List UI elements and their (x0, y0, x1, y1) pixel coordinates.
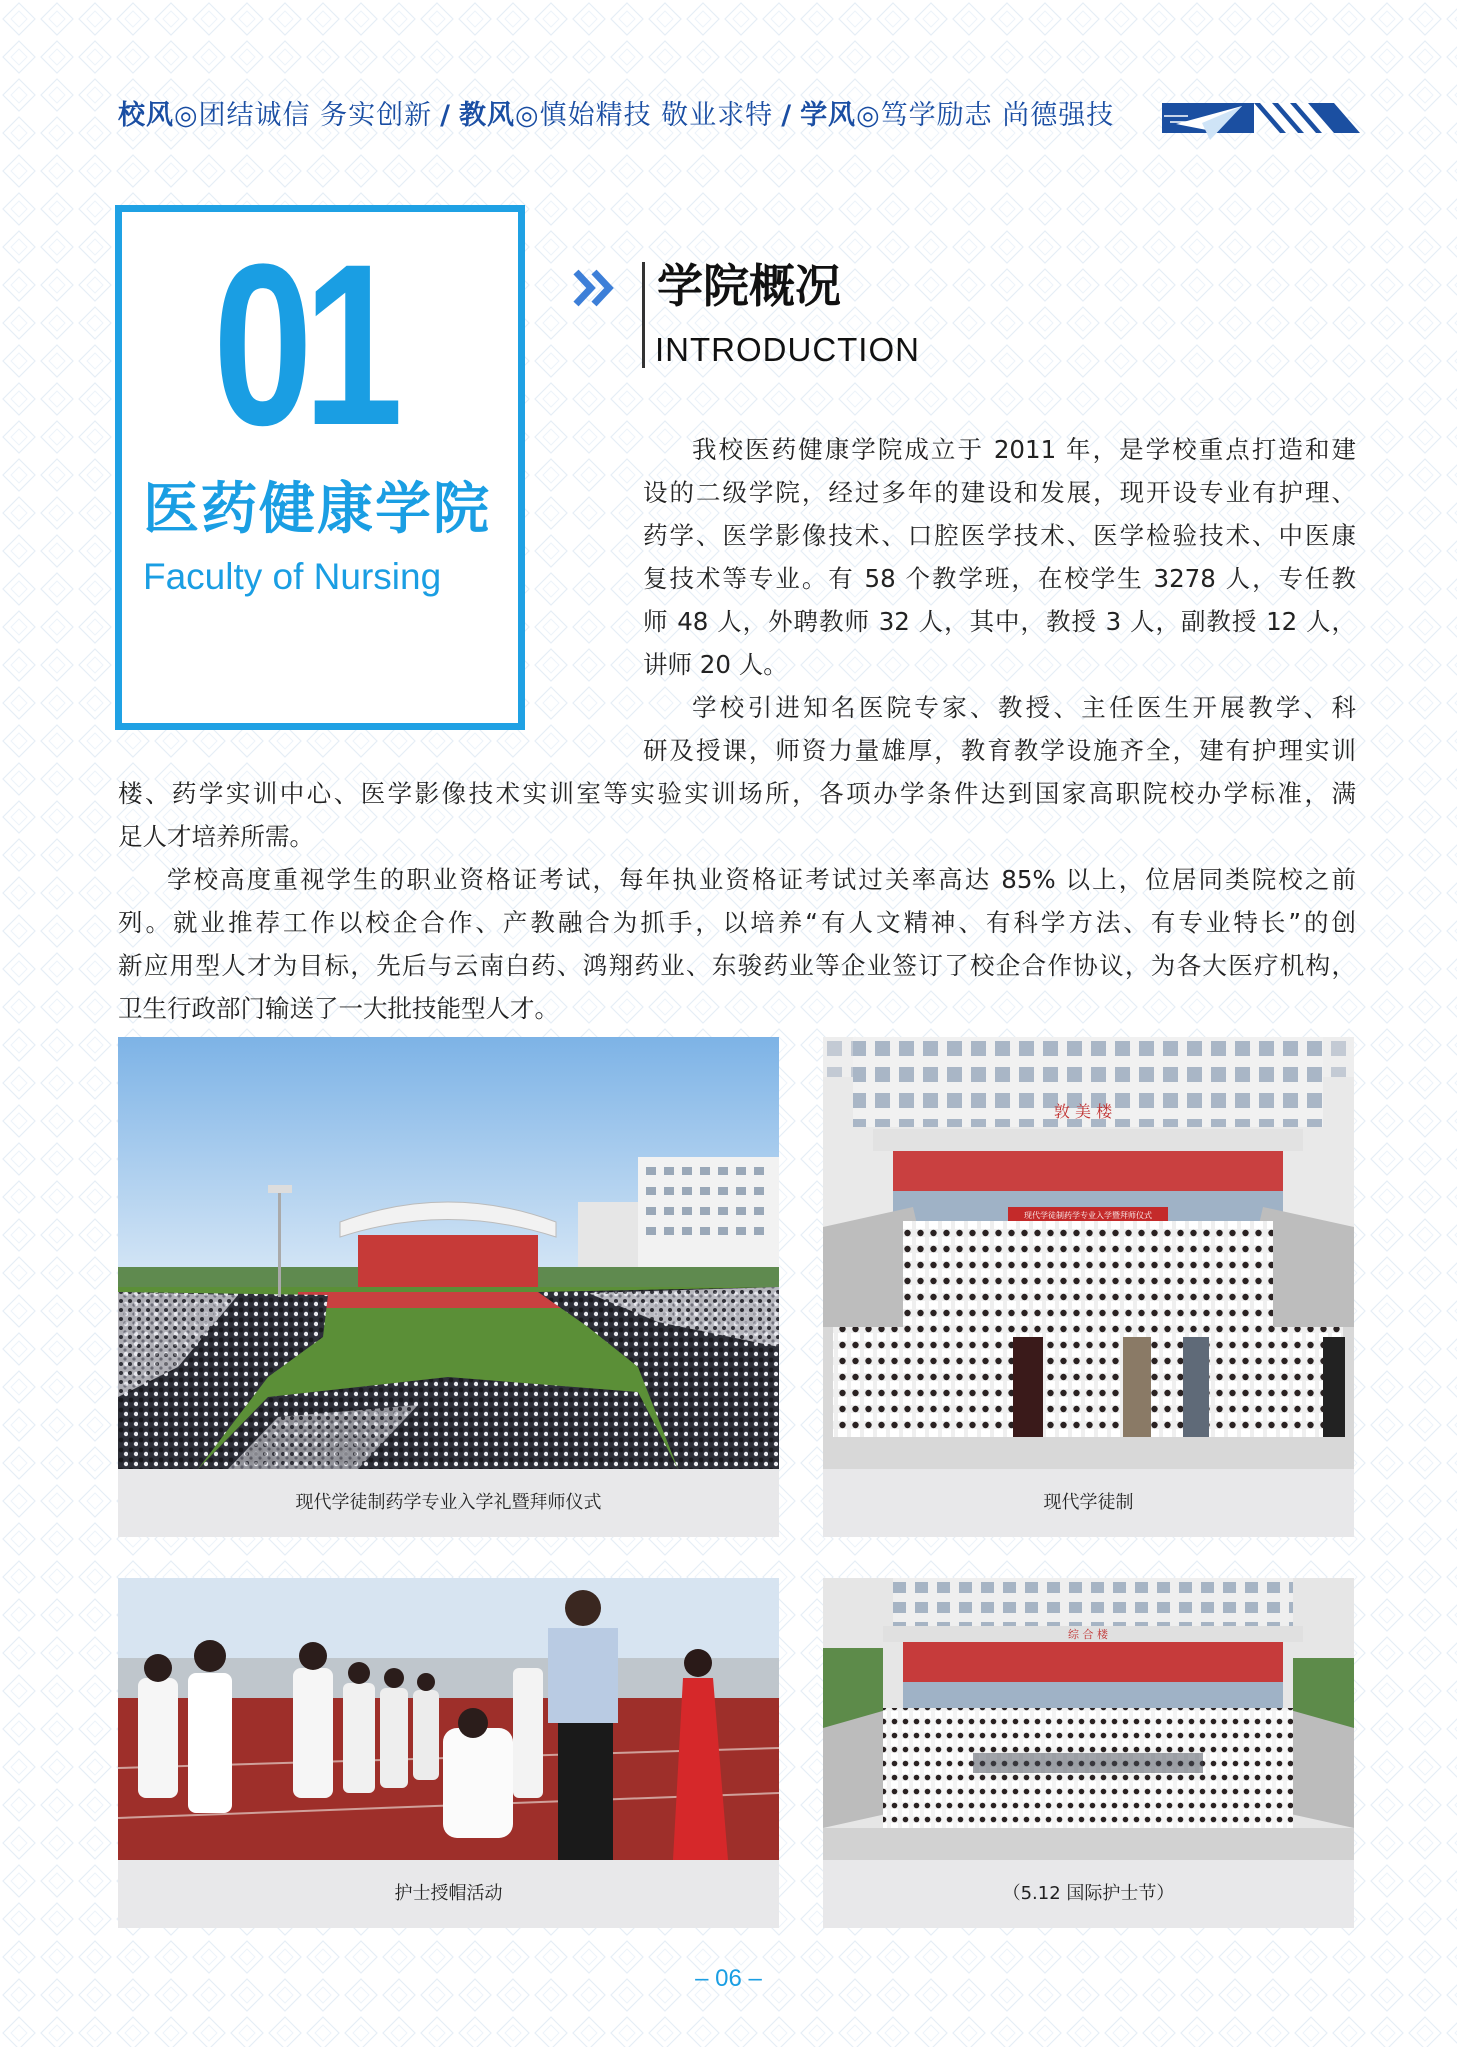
photo-group-building (823, 1037, 1354, 1469)
text-line: 师 48 人，外聘教师 32 人，其中，教授 3 人，副教授 12 人， (643, 607, 1356, 636)
motto-key-3: 学风 (800, 100, 857, 131)
photo-caption: 现代学徒制药学专业入学礼暨拜师仪式 (118, 1469, 779, 1537)
text-line: 学校高度重视学生的职业资格证考试，每年执业资格证考试过关率高达 85% 以上，位居同类院校之前 (167, 865, 1356, 894)
section-heading-en: INTRODUCTION (655, 331, 920, 368)
page-number: – 06 – (695, 1965, 762, 1992)
building-sign: 综 合 楼 (1068, 1628, 1108, 1641)
motto-text-1: ◎团结诚信 务实创新 (174, 100, 433, 131)
heading-divider (642, 262, 645, 368)
text-line: 设的二级学院，经过多年的建设和发展，现开设专业有护理、 (643, 478, 1356, 507)
photo-nurse-capping (118, 1578, 779, 1860)
teacher-figure (548, 1590, 618, 1860)
text-line: 药学、医学影像技术、口腔医学技术、医学检验技术、中医康 (643, 521, 1356, 550)
text-line: 楼、药学实训中心、医学影像技术实训室等实验实训场所，各项办学条件达到国家高职院校办学标准，满 (118, 779, 1356, 808)
text-line: 讲师 20 人。 (643, 650, 788, 679)
text-line: 列。就业推荐工作以校企合作、产教融合为抓手，以培养“有人文精神、有科学方法、有专业特长”的创 (118, 908, 1356, 937)
motto-key-2: 教风 (459, 100, 516, 131)
photo-caption: 护士授帽活动 (118, 1860, 779, 1928)
text-line: 新应用型人才为目标，先后与云南白药、鸿翔药业、东骏药业等企业签订了校企合作协议，为各大医疗机构， (118, 951, 1356, 980)
building-sign: 敦 美 楼 (1053, 1102, 1113, 1121)
text-line: 复技术等专业。有 58 个教学班，在校学生 3278 人，专任教 (643, 564, 1356, 593)
motto-text-3: ◎笃学励志 尚德强技 (856, 100, 1115, 131)
section-heading: 学院概况 (657, 259, 841, 313)
section-number: 01 (213, 216, 394, 473)
motto-separator: / (781, 100, 793, 131)
ceremony-banner: 现代学徒制药学专业入学暨拜师仪式 (1024, 1211, 1152, 1220)
text-line: 研及授课，师资力量雄厚，教育教学设施齐全，建有护理实训 (643, 736, 1356, 765)
photo-nurses-day (823, 1578, 1354, 1860)
paragraph-1 (643, 428, 1356, 772)
text-line: 我校医药健康学院成立于 2011 年，是学校重点打造和建 (692, 435, 1356, 464)
paper-plane-banner-icon (1162, 94, 1360, 150)
motto-separator: / (440, 100, 452, 131)
school-motto (118, 96, 1114, 136)
photo-caption: （5.12 国际护士节） (823, 1860, 1354, 1928)
motto-key-1: 校风 (118, 100, 174, 131)
faculty-title: 医药健康学院 (143, 477, 491, 542)
front-row-people (833, 1327, 1345, 1437)
text-line: 卫生行政部门输送了一大批技能型人才。 (118, 994, 559, 1023)
faculty-subtitle: Faculty of Nursing (143, 556, 442, 597)
text-line: 学校引进知名医院专家、教授、主任医生开展教学、科 (692, 693, 1356, 722)
photo-caption: 现代学徒制 (823, 1469, 1354, 1537)
text-line: 足人才培养所需。 (118, 822, 314, 851)
paragraph-2-3 (118, 772, 1356, 1030)
motto-text-2: ◎慎始精技 敬业求特 (515, 100, 774, 131)
double-chevron-icon (572, 268, 616, 308)
photo-ceremony-field (118, 1037, 779, 1469)
